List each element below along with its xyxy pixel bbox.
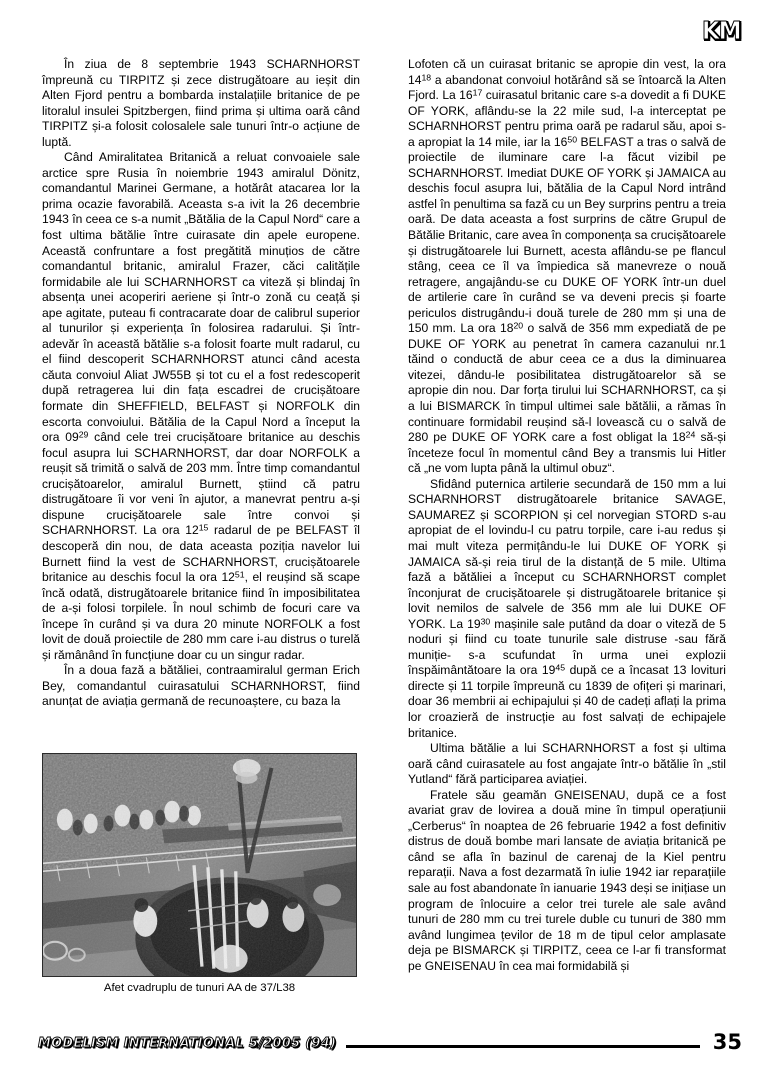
figure-aa-gun-mount	[42, 753, 357, 996]
time-minutes-superscript: 30	[480, 616, 491, 627]
publication-title: MODELISM INTERNATIONAL 5/2005 (94)	[38, 1036, 337, 1051]
time-minutes-superscript: 51	[234, 569, 245, 580]
page-number: 35	[712, 1030, 742, 1054]
left-column-paragraph: În ziua de 8 septembrie 1943 SCHARNHORST împreună cu TIRPITZ și zece distrugătoare au ieșit din Alten Fjord pentru a bombarda instalațiile britanice de pe litoralul insulei Spitzbergen, fiind prima și ultima oară când TIRPITZ și-a folosit colosalele sale tunuri într-o acțiune de luptă.	[42, 57, 360, 149]
right-column-paragraph: Ultima bătălie a lui SCHARNHORST a fost și ultima oară când cuirasatele au fost angajate într-o bătălie în „stil Yutland“ fără participarea aviației.	[408, 741, 726, 787]
time-minutes-superscript: 18	[421, 71, 432, 82]
time-minutes-superscript: 20	[513, 320, 524, 331]
photo-image	[43, 754, 356, 977]
time-minutes-superscript: 15	[198, 522, 209, 533]
right-column-paragraph: Lofoten că un cuirasat britanic se apropie din vest, la ora $14^{18}$ a abandonat convoiul hotărând să se întoarcă la Alten Fjord. La $16^{17}$ cuirasatul britanic care s-a dovedit a fi DUKE OF YORK, aflându-se la 22 mile sud, l-a interceptat pe SCHARNHORST pentru prima oară pe radarul său, apoi s-a apropiat la 14 mile, iar la $16^{50}$ BELFAST a tras o salvă de proiectile de iluminare care l-a făcut vizibil pe SCHARNHORST. Imediat DUKE OF YORK și JAMAICA au deschis focul asupra lui, bătălia de la Capul Nord intrând astfel în penultima sa fază cu un Bey surprins pentru a treia oară. De data aceasta a fost surprins de către Grupul de Bătălie Britanic, care avea în componența sa crucișătoarele și distrugătoarele lui Burnett, acesta aflându-se pe flancul stâng, ceea ce îl va împiedica să manevreze o nouă retragere, angajându-se cu DUKE OF YORK într-un duel de artilerie care în curând se va deveni precis și foarte periculos distrugându-i două turele de 280 mm și una de 150 mm. La ora $18^{20}$ o salvă de 356 mm expediată de pe DUKE OF YORK au penetrat în camera cazanului nr.1 tăind o conductă de abur ceea ce a dus la diminuarea vitezei, dându-le posibilitatea distrugătoarelor să se apropie din nou. Dar forța tirului lui SCHARNHORST, ca și a lui BISMARCK în timpul ultimei sale bătălii, a rămas în continuare formidabil reușind să-l lovească cu o salvă de 280 pe DUKE OF YORK care a fost obligat la $18^{24}$ să-și înceteze focul în momentul când Bey a transmis lui Hitler că „ne vom lupta până la ultimul obuz“.	[408, 57, 726, 476]
km-logo: KM	[701, 16, 740, 45]
right-column-paragraph: Fratele său geamăn GNEISENAU, după ce a fost avariat grav de lovirea a două mine în timpul operațiunii „Cerberus“ în noaptea de 26 februarie 1942 a fost definitiv distrus de două bombe mari lansate de aviația britanică pe când se afla în bazinul de carenaj de la Kiel pentru reparații. Nava a fost dezarmată în iulie 1942 iar reparațiile sale au fost abandonate în ianuarie 1943 deși se inițiase un program de înlocuire a celor trei turele ale sale având tunuri de 280 mm cu trei turele duble cu tunuri de 380 mm având lungimea țevilor de 18 m de tipul celor amplasate deja pe BISMARCK și TIRPITZ, ceea ce l-ar fi transformat pe GNEISENAU în cea mai formidabilă și	[408, 787, 726, 973]
right-column-paragraph: Sfidând puternica artilerie secundară de 150 mm a lui SCHARNHORST distrugătoarele britanice SAVAGE, SAUMAREZ și SCORPION și cel norvegian STORD s-au apropiat de el lovindu-l cu patru torpile, care i-au redus și mai mult viteza permițându-le lui DUKE OF YORK și JAMAICA să-și reia tirul de la distanță de 5 mile. Ultima fază a bătăliei a început cu SCHARNHORST complet înconjurat de crucișătoarele și distrugătoarele britanice și lovit nemilos de salvele de 356 mm ale lui DUKE OF YORK. La $19^{30}$ mașinile sale putând da doar o viteză de 5 noduri și fiind cu toate tunurile sale distruse -sau fără muniție- s-a scufundat în urma unei explozii înspăimântătoare la ora $19^{45}$ după ce a încasat 13 lovituri directe și 11 torpile împreună cu 1839 de ofițeri și marinari, doar 36 membrii ai echipajului și 40 de cadeți aflați la prima lor croazieră de instrucție au fost salvați de echipajele britanice.	[408, 476, 727, 740]
left-column-paragraph: În a doua fază a bătăliei, contraamiralul german Erich Bey, comandantul cuirasatului SCHARNHORST, fiind anunțat de aviația germană de recunoaștere, cu baza la	[42, 663, 360, 709]
page-footer	[38, 1030, 742, 1058]
figure-caption: Afet cvadruplu de tunuri AA de 37/L38	[103, 982, 296, 994]
footer-divider	[346, 1045, 700, 1048]
column-right	[408, 57, 726, 974]
column-left	[42, 57, 360, 710]
time-minutes-superscript: 17	[472, 87, 483, 98]
time-minutes-superscript: 50	[567, 134, 578, 145]
time-minutes-superscript: 29	[78, 429, 89, 440]
left-column-paragraph: Când Amiralitatea Britanică a reluat convoaiele sale arctice spre Rusia în noiembrie 1943 amiralul Dönitz, comandantul Marinei Germane, a hotărât atacarea lor la prima ocazie favorabilă. Aceasta s-a ivit la 26 decembrie 1943 în ceea ce s-a numit „Bătălia de la Capul Nord“ care a fost ultima bătălie între cuirasate din apele europene. Această confruntare a fost pregătită minuțios de către comandantul britanic, amiralul Frazer, căci calitățile formidabile ale lui SCHARNHORST ca viteză și blindaj în absența unei acoperiri aeriene și într-o zonă cu ceață și ape agitate, puteau fi contracarate doar de calibrul superior al tunurilor și experiența în folosirea radarului. Și într-adevăr în această bătălie s-a folosit foarte mult radarul, cu el fiind descoperit SCHARNHORST atunci când acesta căuta convoiul Aliat JW55B și tot cu el a fost redescoperit după retragerea lui din fața escadrei de crucișătoare formate din SHEFFIELD, BELFAST și NORFOLK din escorta convoiului. Bătălia de la Capul Nord a început la ora $09^{29}$ când cele trei crucișătoare britanice au deschis focul asupra lui SCHARNHORST, dar doar NORFOLK a reușit să trimită o salvă de 203 mm. Între timp comandantul crucișătoarelor, amiralul Burnett, știind că patru distrugătoare îi vor veni în ajutor, a manevrat pentru a-și dispune crucișătoarele sale între convoi și SCHARNHORST. La ora $12^{15}$ radarul de pe BELFAST îl descoperă din nou, de data aceasta poziția navelor lui Burnett fiind la vest de SCHARNHORST, crucișătoarele britanice au deschis focul la ora $12^{51}$, el reușind să scape încă odată, distrugătoarele britanice fiind în imposibilitatea de a-și folosi torpilele. În noul schimb de focuri care va începe în curând și va dura 20 minute NORFOLK a fost lovit de două proiectile de 280 mm care i-au distrus o turelă și rămânând în funcțiune doar cu un singur radar.	[42, 150, 360, 662]
photo-aa-gun-mount	[42, 753, 357, 977]
time-minutes-superscript: 45	[555, 662, 566, 673]
time-minutes-superscript: 24	[685, 429, 696, 440]
